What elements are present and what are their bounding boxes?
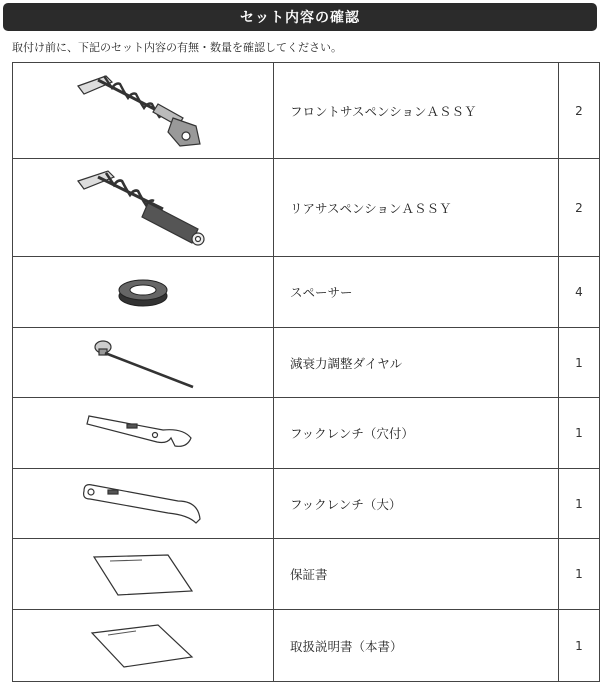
item-image-cell [13,159,274,257]
item-image-cell [13,539,274,610]
item-name: フックレンチ（穴付） [274,398,559,469]
table-row [13,328,600,398]
item-name: フックレンチ（大） [274,469,559,539]
item-name: リアサスペンションＡＳＳＹ [274,159,559,257]
manual-icon [88,621,198,671]
item-image-cell [13,257,274,328]
table-row [13,63,600,159]
spacer-icon [113,272,173,312]
table-row [13,398,600,469]
item-image-cell [13,63,274,159]
item-image-cell [13,610,274,682]
rear-suspension-icon [68,163,218,253]
item-name: スペーサー [274,257,559,328]
table-row [13,257,600,328]
item-name: 減衰力調整ダイヤル [274,328,559,398]
item-quantity: 2 [559,63,600,159]
hook-wrench-large-icon [78,479,208,529]
table-row [13,469,600,539]
item-quantity: 1 [559,469,600,539]
item-quantity: 1 [559,539,600,610]
item-quantity: 1 [559,398,600,469]
table-row [13,610,600,682]
set-contents-table [12,62,600,682]
table-row [13,159,600,257]
item-image-cell [13,328,274,398]
item-quantity: 4 [559,257,600,328]
page-title-bar [3,3,597,31]
table-row [13,539,600,610]
item-name: 保証書 [274,539,559,610]
item-name: 取扱説明書（本書） [274,610,559,682]
damping-dial-icon [83,333,203,393]
item-quantity: 1 [559,610,600,682]
item-image-cell [13,469,274,539]
front-suspension-icon [68,66,218,156]
item-quantity: 2 [559,159,600,257]
item-name: フロントサスペンションＡＳＳＹ [274,63,559,159]
page-title: セット内容の確認 [240,10,360,26]
item-image-cell [13,398,274,469]
hook-wrench-hole-icon [83,408,203,458]
item-quantity: 1 [559,328,600,398]
warranty-card-icon [88,549,198,599]
intro-text: 取付け前に、下記のセット内容の有無・数量を確認してください。 [12,41,342,54]
